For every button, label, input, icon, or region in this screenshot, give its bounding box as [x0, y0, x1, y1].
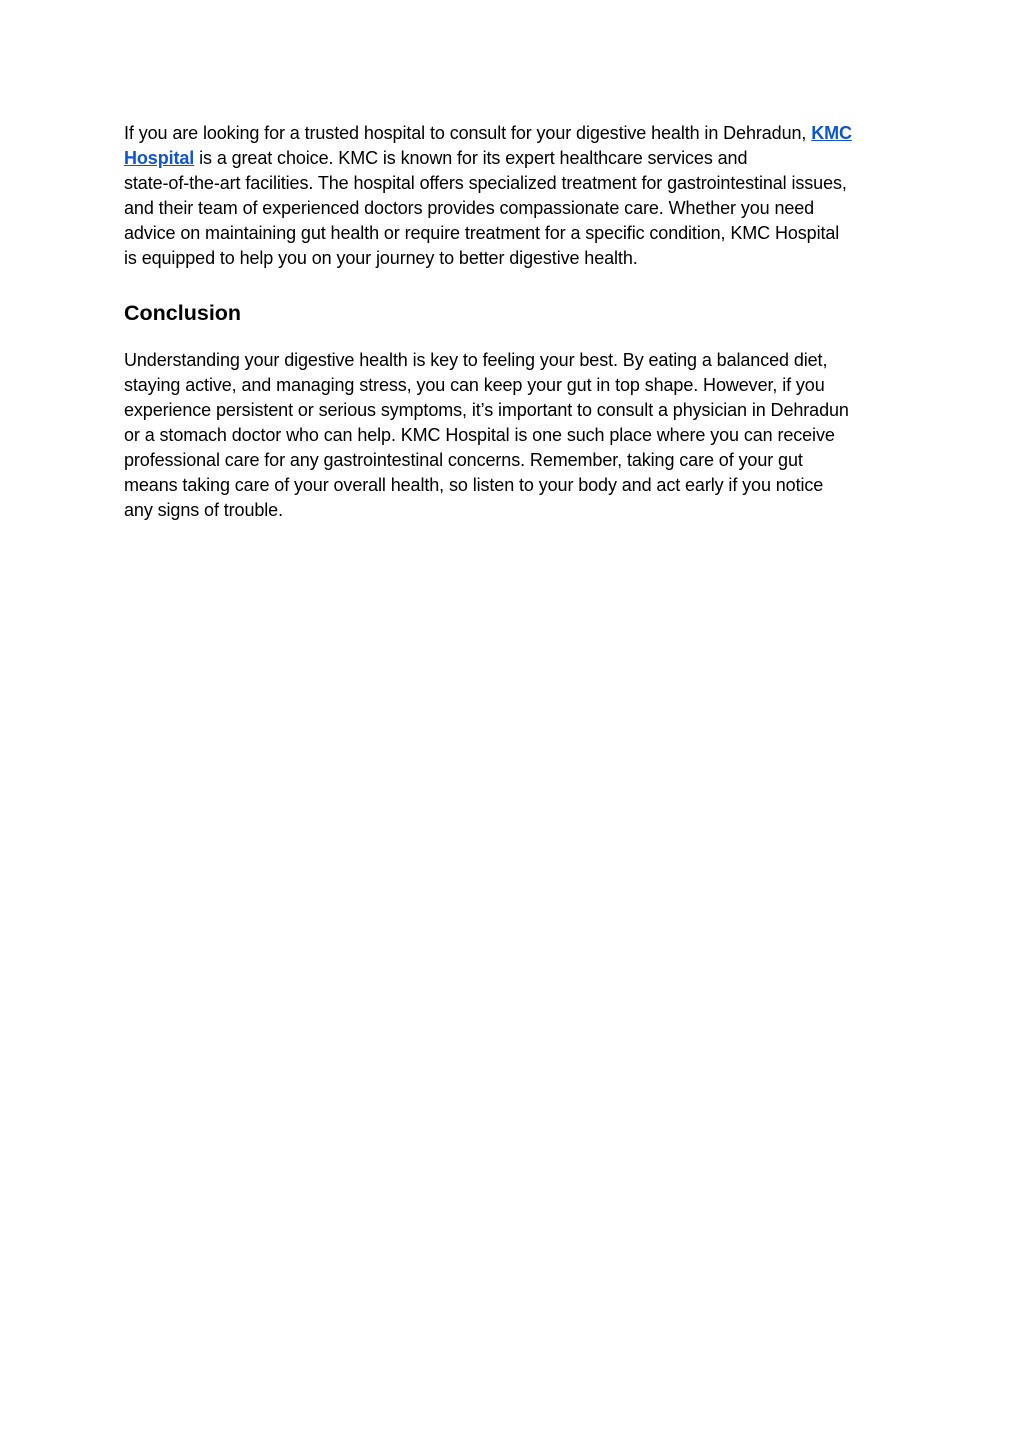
paragraph-line: or a stomach doctor who can help. KMC Hospital is one such place where you can receive [124, 425, 835, 445]
kmc-hospital-link-part-1[interactable]: KMC [811, 123, 852, 143]
conclusion-paragraph [124, 348, 914, 523]
paragraph-line: means taking care of your overall health, so listen to your body and act early if you notice [124, 475, 824, 495]
paragraph-line: staying active, and managing stress, you can keep your gut in top shape. However, if you [124, 375, 825, 395]
paragraph-line [124, 146, 914, 171]
paragraph-line [124, 121, 914, 146]
kmc-hospital-link-part-2[interactable]: Hospital [124, 148, 195, 168]
document-content [124, 121, 914, 523]
paragraph-line: is equipped to help you on your journey to better digestive health. [124, 248, 638, 268]
paragraph-line: and their team of experienced doctors provides compassionate care. Whether you need [124, 198, 815, 218]
paragraph-line: Understanding your digestive health is key to feeling your best. By eating a balanced diet, [124, 350, 828, 370]
paragraph-line: state-of-the-art facilities. The hospital offers specialized treatment for gastrointestinal issues, [124, 173, 847, 193]
paragraph-line-text: If you are looking for a trusted hospital to consult for your digestive health in Dehradun, [124, 123, 812, 143]
intro-paragraph [124, 121, 914, 271]
paragraph-line-text: is a great choice. KMC is known for its expert healthcare services and [194, 148, 748, 168]
paragraph-line: any signs of trouble. [124, 500, 283, 520]
conclusion-heading: Conclusion [124, 301, 242, 325]
paragraph-line: professional care for any gastrointestinal concerns. Remember, taking care of your gut [124, 450, 803, 470]
paragraph-line: experience persistent or serious symptoms, it’s important to consult a physician in Dehradun [124, 400, 849, 420]
paragraph-line: advice on maintaining gut health or require treatment for a specific condition, KMC Hospital [124, 223, 840, 243]
